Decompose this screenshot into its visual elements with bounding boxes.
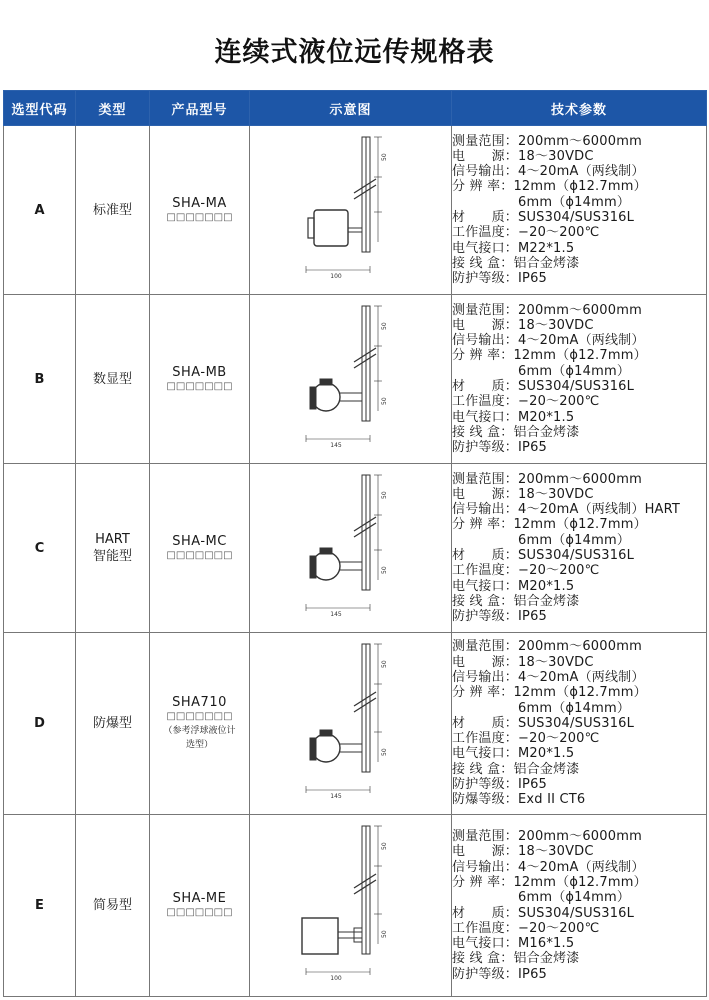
cell-model	[150, 126, 250, 295]
cell-model	[150, 815, 250, 997]
break-mark	[354, 348, 376, 362]
cell-code: A	[4, 126, 76, 295]
cell-type	[76, 633, 150, 815]
dim-width-label: 100	[329, 272, 342, 280]
spec-line: 防护等级：IP65	[452, 440, 548, 456]
spec-line: 测量范围：200mm～6000mm	[452, 471, 642, 487]
model-note: （参考浮球液位计	[163, 726, 236, 736]
spec-line: 信号输出：4～20mA（两线制）HART	[452, 502, 681, 518]
spec-line: 测量范围：200mm～6000mm	[452, 302, 642, 318]
dim-bottom-label: 50	[380, 565, 388, 574]
table-row	[4, 633, 707, 815]
model-name: SHA-MC	[172, 533, 227, 549]
spec-line: 工作温度：−20～200℃	[452, 225, 600, 241]
diagram-drawing	[306, 475, 382, 611]
spec-line: 防护等级：IP65	[452, 966, 548, 982]
spec-line: 接 线 盒：铝合金烤漆	[452, 761, 580, 777]
cell-type	[76, 464, 150, 633]
dim-width-label: 145	[329, 441, 342, 449]
spec-line: 电 源：18～30VDC	[452, 317, 594, 333]
type-line: 防爆型	[92, 716, 132, 731]
header-code: 选型代码	[4, 91, 76, 126]
cell-specs	[452, 633, 707, 815]
model-code-boxes: □□□□□□□	[166, 549, 233, 561]
spec-line: 接 线 盒：铝合金烤漆	[452, 255, 580, 271]
dim-width-label: 145	[329, 610, 342, 618]
cell-model	[150, 295, 250, 464]
cell-type	[76, 815, 150, 997]
spec-line: 接 线 盒：铝合金烤漆	[452, 593, 580, 609]
spec-line: 工作温度：−20～200℃	[452, 394, 600, 410]
diagram-drawing	[306, 306, 382, 442]
schematic-diagram	[286, 129, 416, 292]
spec-line: 材 质：SUS304/SUS316L	[452, 379, 635, 394]
spec-line: 电 源：18～30VDC	[452, 148, 594, 164]
break-mark	[354, 874, 376, 888]
spec-line: 信号输出：4～20mA（两线制）	[452, 164, 645, 180]
model-name: SHA-MB	[172, 364, 227, 380]
spec-line: 防护等级：IP65	[452, 271, 548, 287]
model-code-boxes: □□□□□□□	[166, 907, 233, 918]
cell-diagram	[250, 295, 452, 464]
cell-code: C	[4, 464, 76, 633]
spec-line: 工作温度：−20～200℃	[452, 563, 600, 579]
spec-line: 电气接口：M20*1.5	[452, 578, 575, 594]
diagram-drawing	[306, 137, 382, 273]
spec-line: 6mm（ϕ14mm）	[452, 700, 631, 716]
spec-line: 测量范围：200mm～6000mm	[452, 829, 642, 845]
model-code-boxes: □□□□□□□	[166, 211, 233, 223]
spec-line: 工作温度：−20～200℃	[452, 920, 600, 936]
spec-line: 防护等级：IP65	[452, 609, 548, 625]
spec-line: 测量范围：200mm～6000mm	[452, 639, 642, 655]
table-row	[4, 295, 707, 464]
diagram-drawing	[306, 644, 382, 793]
break-mark	[354, 517, 376, 531]
spec-line: 6mm（ϕ14mm）	[452, 194, 631, 210]
spec-line: 电 源：18～30VDC	[452, 844, 594, 860]
cell-diagram	[250, 633, 452, 815]
model-name: SHA710	[172, 695, 227, 710]
cell-model	[150, 633, 250, 815]
schematic-diagram	[286, 818, 416, 994]
model-note: 选型）	[185, 740, 213, 750]
cell-type	[76, 126, 150, 295]
dim-bottom-label: 50	[380, 747, 388, 756]
junction-box	[302, 918, 338, 954]
cell-diagram	[250, 815, 452, 997]
junction-box	[314, 210, 348, 246]
cell-code: B	[4, 295, 76, 464]
spec-line: 6mm（ϕ14mm）	[452, 363, 631, 379]
model-code-boxes: □□□□□□□	[166, 380, 233, 392]
dim-top-label: 50	[380, 659, 388, 668]
spec-line: 6mm（ϕ14mm）	[452, 532, 631, 548]
type-line: 数显型	[92, 371, 132, 387]
dim-bottom-label: 50	[380, 929, 388, 938]
spec-line: 材 质：SUS304/SUS316L	[452, 905, 635, 921]
table-row	[4, 464, 707, 633]
spec-line: 接 线 盒：铝合金烤漆	[452, 424, 580, 440]
dim-width-label: 100	[329, 974, 342, 982]
spec-line: 分 辨 率：12mm（ϕ12.7mm）	[452, 685, 647, 701]
header-diagram: 示意图	[250, 91, 452, 126]
type-line: 标准型	[92, 202, 132, 218]
dim-top-label: 50	[380, 321, 388, 330]
schematic-diagram	[286, 467, 416, 630]
type-line: 智能型	[92, 549, 132, 564]
dim-width-label: 145	[329, 792, 342, 800]
spec-line: 测量范围：200mm～6000mm	[452, 133, 642, 149]
cell-code: E	[4, 815, 76, 997]
spec-line: 防爆等级：Exd II CT6	[452, 792, 586, 808]
spec-line: 信号输出：4～20mA（两线制）	[452, 333, 645, 349]
cell-diagram	[250, 464, 452, 633]
break-mark	[354, 179, 376, 193]
type-line: HART	[95, 532, 130, 547]
cell-specs	[452, 295, 707, 464]
model-name: SHA-ME	[172, 891, 227, 906]
header-type: 类型	[76, 91, 150, 126]
table-header-row	[4, 91, 707, 126]
spec-line: 防护等级：IP65	[452, 777, 548, 793]
spec-line: 材 质：SUS304/SUS316L	[452, 715, 635, 731]
spec-table	[3, 90, 707, 997]
spec-line: 电 源：18～30VDC	[452, 654, 594, 670]
header-specs: 技术参数	[452, 91, 707, 126]
spec-line: 电气接口：M22*1.5	[452, 240, 575, 256]
spec-line: 信号输出：4～20mA（两线制）	[452, 669, 645, 685]
spec-line: 接 线 盒：铝合金烤漆	[452, 951, 580, 967]
cell-specs	[452, 815, 707, 997]
spec-line: 6mm（ϕ14mm）	[452, 890, 631, 906]
cell-type	[76, 295, 150, 464]
schematic-diagram	[286, 298, 416, 461]
break-mark	[354, 692, 376, 706]
spec-line: 分 辨 率：12mm（ϕ12.7mm）	[452, 874, 647, 890]
table-row	[4, 126, 707, 295]
spec-line: 分 辨 率：12mm（ϕ12.7mm）	[452, 348, 647, 364]
cell-model	[150, 464, 250, 633]
cell-diagram	[250, 126, 452, 295]
header-model: 产品型号	[150, 91, 250, 126]
type-line: 简易型	[92, 898, 132, 913]
spec-line: 工作温度：−20～200℃	[452, 731, 600, 747]
page-title: 连续式液位远传规格表	[214, 37, 495, 68]
spec-line: 电气接口：M20*1.5	[452, 409, 575, 425]
spec-line: 电气接口：M20*1.5	[452, 746, 575, 762]
cell-specs	[452, 126, 707, 295]
dim-top-label: 50	[380, 841, 388, 850]
dim-top-label: 50	[380, 490, 388, 499]
spec-line: 电 源：18～30VDC	[452, 486, 594, 502]
spec-line: 材 质：SUS304/SUS316L	[452, 548, 635, 563]
spec-line: 材 质：SUS304/SUS316L	[452, 210, 635, 225]
spec-line: 电气接口：M16*1.5	[452, 936, 575, 952]
schematic-diagram	[286, 636, 416, 812]
spec-line: 信号输出：4～20mA（两线制）	[452, 859, 645, 875]
dim-top-label: 50	[380, 152, 388, 161]
spec-line: 分 辨 率：12mm（ϕ12.7mm）	[452, 179, 647, 195]
dim-bottom-label: 50	[380, 396, 388, 405]
spec-line: 分 辨 率：12mm（ϕ12.7mm）	[452, 517, 647, 533]
model-code-boxes: □□□□□□□	[166, 711, 233, 722]
diagram-drawing	[302, 826, 382, 975]
cell-specs	[452, 464, 707, 633]
table-row	[4, 815, 707, 997]
cell-code: D	[4, 633, 76, 815]
model-name: SHA-MA	[172, 195, 227, 211]
